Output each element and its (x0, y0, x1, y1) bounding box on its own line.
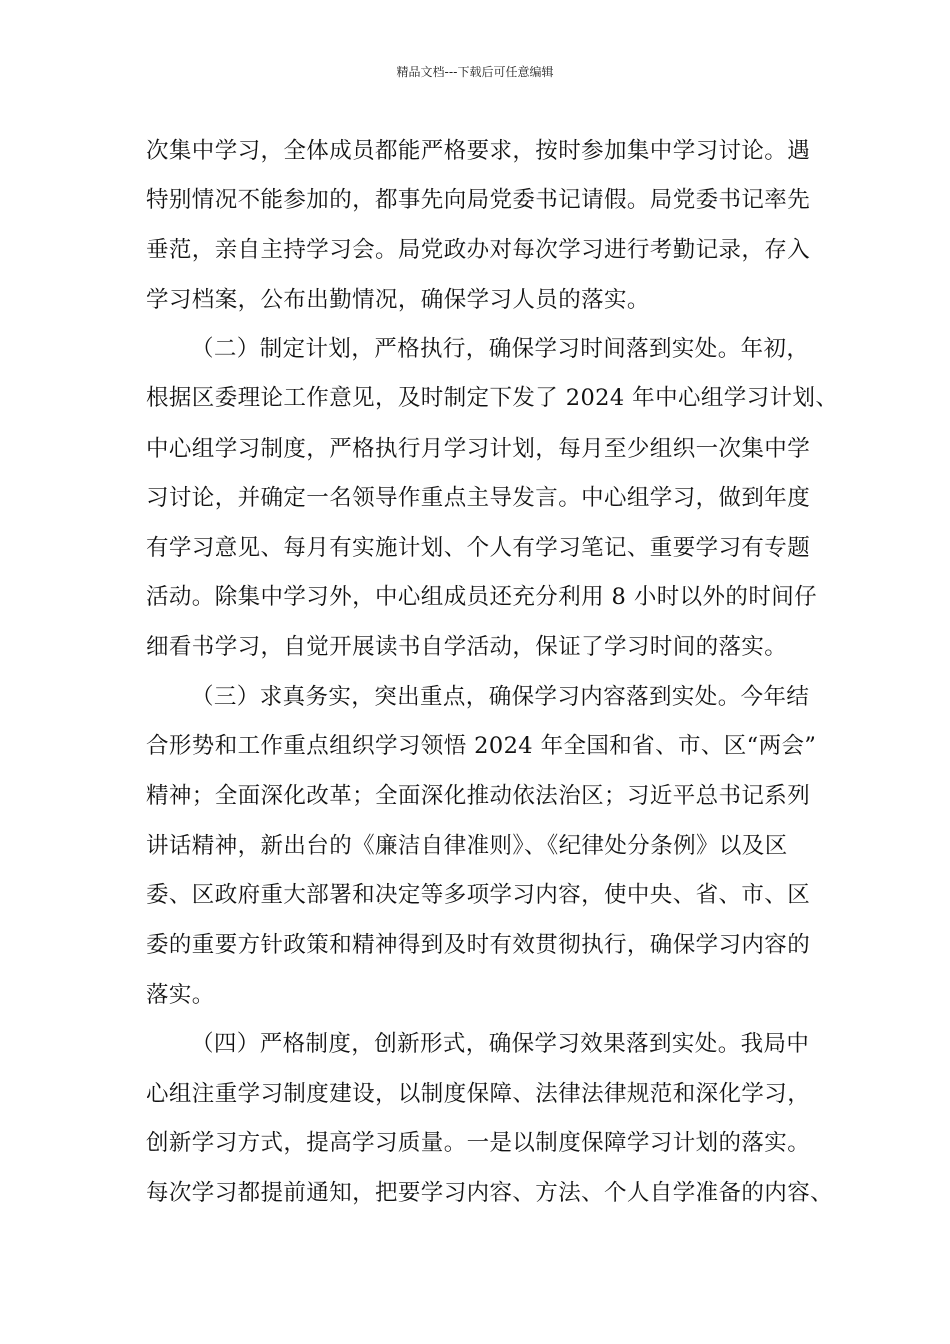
paragraph-start-line: （二）制定计划，严格执行，确保学习时间落到实处。年初， (191, 336, 810, 362)
body-line: 细看书学习，自觉开展读书自学活动，保证了学习时间的落实。 (146, 634, 788, 660)
body-line: 每次学习都提前通知，把要学习内容、方法、个人自学准备的内容、 (146, 1180, 834, 1206)
body-line: 心组注重学习制度建设，以制度保障、法律法律规范和深化学习， (146, 1081, 811, 1107)
body-line: 习讨论，并确定一名领导作重点主导发言。中心组学习，做到年度 (146, 485, 811, 511)
body-line: 特别情况不能参加的，都事先向局党委书记请假。局党委书记率先 (146, 187, 811, 213)
body-line: 次集中学习，全体成员都能严格要求，按时参加集中学习讨论。遇 (146, 138, 811, 164)
body-line: 委的重要方针政策和精神得到及时有效贯彻执行，确保学习内容的 (146, 932, 811, 958)
body-line: 合形势和工作重点组织学习领悟 2024 年全国和省、市、区“两会” (146, 733, 817, 759)
body-line: 落实。 (146, 982, 215, 1008)
body-line: 中心组学习制度，严格执行月学习计划，每月至少组织一次集中学 (146, 436, 811, 462)
body-line: 根据区委理论工作意见，及时制定下发了 2024 年中心组学习计划、 (146, 385, 839, 411)
body-line: 讲话精神，新出台的《廉洁自律准则》、《纪律处分条例》以及区 (146, 833, 788, 859)
paragraph-start-line: （四）严格制度，创新形式，确保学习效果落到实处。我局中 (191, 1031, 810, 1057)
page-header: 精品文档---下载后可任意编辑 (396, 65, 554, 79)
body-line: 活动。除集中学习外，中心组成员还充分利用 8 小时以外的时间仔 (146, 584, 818, 610)
body-line: 有学习意见、每月有实施计划、个人有学习笔记、重要学习有专题 (146, 535, 811, 561)
body-line: 精神；全面深化改革；全面深化推动依法治区；习近平总书记系列 (146, 783, 811, 809)
body-line: 委、区政府重大部署和决定等多项学习内容，使中央、省、市、区 (146, 882, 811, 908)
body-line: 学习档案，公布出勤情况，确保学习人员的落实。 (146, 287, 650, 313)
paragraph-start-line: （三）求真务实，突出重点，确保学习内容落到实处。今年结 (191, 684, 810, 710)
body-line: 创新学习方式，提高学习质量。一是以制度保障学习计划的落实。 (146, 1130, 811, 1156)
body-line: 垂范，亲自主持学习会。局党政办对每次学习进行考勤记录，存入 (146, 237, 811, 263)
